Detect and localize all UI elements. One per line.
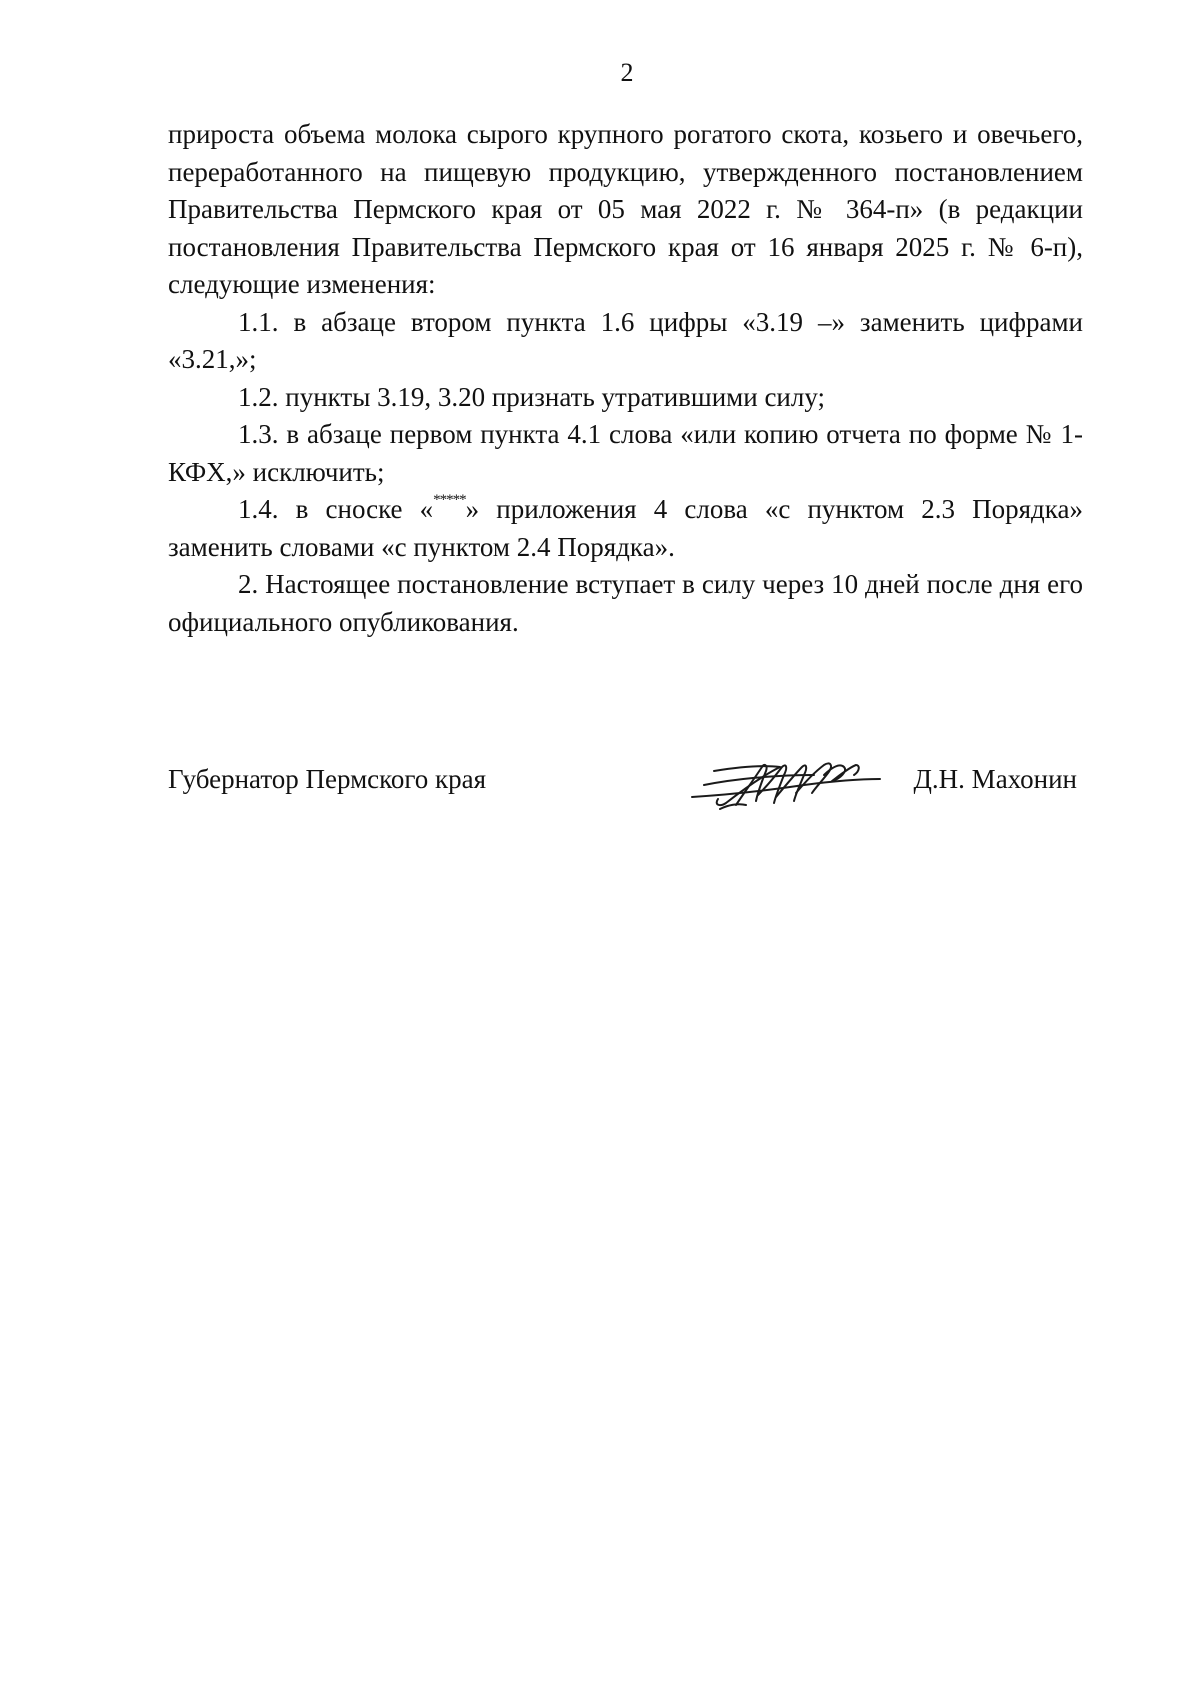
footnote-stars: ***** xyxy=(433,492,466,508)
signature-block xyxy=(168,761,1083,811)
paragraph-item-1-1: 1.1. в абзаце втором пункта 1.6 цифры «3.19 –» заменить цифрами «3.21,»; xyxy=(168,306,1083,374)
item-1-4-text-after: » приложения 4 слова «с пунктом 2.3 Порядка» заменить словами «с пунктом 2.4 Порядка». xyxy=(168,494,1083,562)
page-number: 2 xyxy=(620,58,634,87)
signer-title: Губернатор Пермского края xyxy=(168,764,487,794)
paragraph-item-1-3: 1.3. в абзаце первом пункта 4.1 слова «или копию отчета по форме № 1-КФХ,» исключить; xyxy=(168,419,1083,487)
paragraph-intro: прироста объема молока сырого крупного рогатого скота, козьего и овечьего, переработанного на пищевую продукцию, утвержденного постановлением Правительства Пермского края от 05 мая 2022 г. № 364-п» (в редакции постановления Правительства Пермского края от 16 января 2025 г. № 6-п), следующие изменения: xyxy=(168,119,1083,299)
document-body xyxy=(168,116,1083,641)
paragraph-item-1-4 xyxy=(168,491,1083,566)
item-1-4-text-before: 1.4. в сноске « xyxy=(238,494,434,524)
paragraph-item-2: 2. Настоящее постановление вступает в силу через 10 дней после дня его официального опубликования. xyxy=(168,569,1083,637)
signer-name: Д.Н. Махонин xyxy=(913,764,1077,794)
paragraph-item-1-2: 1.2. пункты 3.19, 3.20 признать утратившими силу; xyxy=(238,381,825,412)
handwritten-signature-icon xyxy=(684,745,884,815)
